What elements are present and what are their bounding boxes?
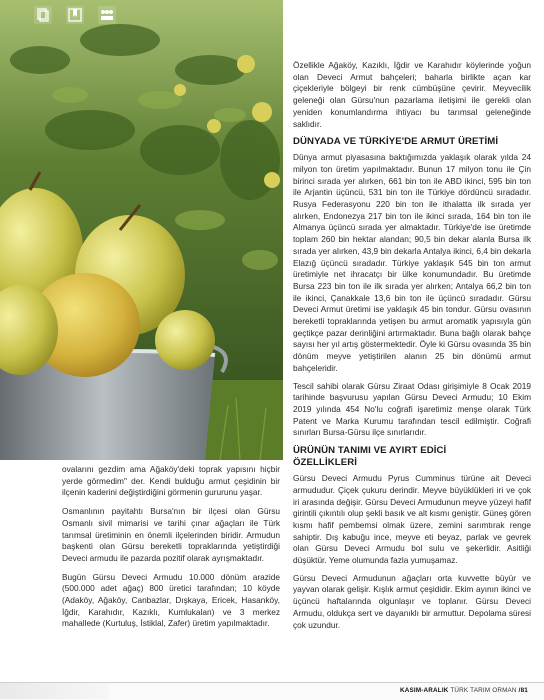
footer-page-number: /81	[518, 687, 528, 694]
production-paragraph-2: Tescil sahibi olarak Gürsu Ziraat Odası girişimiyle 8 Ocak 2019 tarihinde başvurusu yapılan Gürsu Deveci Armudu; 10 Ekim 2019 yılında 454 No'lu coğrafi işaretimiz menşe olarak Türk Patent ve Marka Kurumu tarafından tescil edilmiştir. Coğrafi sınırları Bursa-Gürsu ilçe sınırlarıdır.	[293, 380, 531, 438]
section-heading-definition	[293, 445, 531, 469]
bookmark-icon[interactable]	[66, 6, 84, 24]
intro-paragraph: Özellikle Ağaköy, Kazıklı, İğdir ve Karahıdır köylerinde yoğun olan Deveci Armut bahçeleri; baharla birlikte açan kar çiçekleriyle bölgeyi bir renk cümbüşüne çevirir. Meyvecilik geleneği olan Gürsu'nun pazarlama iletişimi ile gerekli olan yeniden konumlandırma ihtiyacı bu tarımsal geleneğinde saklıdır.	[293, 60, 531, 129]
section-heading-definition-line1: ÜRÜNÜN TANIMI VE AYIRT EDİCİ	[293, 445, 447, 457]
definition-paragraph-1: Gürsu Deveci Armudu Pyrus Cumminus türüne ait Deveci armududur. Çiçek çukuru derindir. Meyve büyüklükleri iri ve çok iri arasında değişir. Gürsu Deveci Armudunun meyve yüzeyi hafif girintili çıkıntılı olup şekli basık ve alt kısmı geniştir. Güneş gören kısmı hafif pembemsi olmak üzere, zemini sarımtırak renge sahiptir. Dış kabuğu ince, meyve eti beyaz, parlak ve gevrek olan Gürsu Deveci Armudu bol sulu ve şekerlidir. Asitliği düşüktür. Yeme olumunda fazla yumuşamaz.	[293, 473, 531, 566]
production-paragraph-1: Dünya armut piyasasına baktığımızda yaklaşık olarak yılda 24 milyon ton üretim yapılmaktadır. Bunun 17 milyon tonu ile Çin birinci sırada yer alırken, 661 bin ton ile ABD ikinci, 595 bin ton ile Arjantin üçüncü, 531 bin ton ile Türkiye dördüncü sıradadır. Rusya Federasyonu 220 bin ton ile ithalatta ilk sırada yer alırken, Endonezya 217 bin ton ile ikinci sırada, 164 bin ton ile Almanya üçüncü sırada yer almaktadır. Türkiye'de ise üretimde toplam 260 bin hektar alandan; 90,5 bin dekar alanla Bursa ilk sırada yer alırken, 43,9 bin dekarla Antalya ikinci, 6,4 bin dekarla Elazığ üçüncü sıradadır. Türkiye yaklaşık 545 bin ton armut üretimiyle net ihracatçı bir ülke konumundadır. Bu üretimde Bursa 223 bin ton ile ilk sırada yer alırken; Antalya 66,2 bin ton ile ikinci, Çanakkale 13,6 bin ton ile üçüncü sıradadır. Gürsu Deveci Armut üretimi ise yaklaşık 45 bin tondur. Gürsu ovasının bereketli topraklarında yetişen bu armut aromatik yapısıyla gün geçtikçe pazar derinliğini artırmaktadır. Buna bağlı olarak bahçe sayısı her yıl artış göstermektedir. Öyle ki Gürsu ovasında 35 bin dönüm meyve yetiştirilen alanın 25 bin dönümü armut bahçeleridir.	[293, 152, 531, 373]
reader-toolbar	[0, 0, 283, 30]
pear-photo	[0, 0, 283, 460]
footer-left-band	[0, 683, 110, 699]
footer-magazine: TÜRK TARIM ORMAN	[450, 687, 517, 694]
section-heading-production: DÜNYADA VE TÜRKİYE'DE ARMUT ÜRETİMİ	[293, 136, 499, 148]
left-paragraph-2: Osmanlının payitahtı Bursa'nın bir ilçesi olan Gürsu Osmanlı sivil mimarisi ve tarihi çınar ağaçları ile Türk tarımsal üretiminin en önemli ilçelerinden biridir. Armudun başkenti olan Gürsu bereketli topraklarında yetiştirdiği Deveci armudu ile pazarda pozitif olarak ayrışmaktadır.	[62, 506, 280, 563]
left-paragraph-3: Bugün Gürsu Deveci Armudu 10.000 dönüm arazide (500.000 adet ağaç) 800 üretici tarafından; 10 köyde (Adaköy, Ağaköy, Canbazlar, Dışkaya, Ericek, Hasanköy, İğdir, Karahıdır, Kazıklı, Kumlukalan) ve 3 merkez mahallede (Kurtuluş, İstiklal, Zafer) üretim yapılmaktadır.	[62, 571, 280, 629]
definition-paragraph-2: Gürsu Deveci Armudunun ağaçları orta kuvvette büyür ve yayvan olarak gelişir. Kışlık armut çeşididir. Ekim ayının ikinci ve üçüncü haftalarında olgunlaşır ve toplanır. Gürsu Deveci Armudu, oldukça sert ve dayanıklı bir armuttur. Depolama süresi çok uzundur.	[293, 572, 531, 630]
copy-icon[interactable]	[34, 6, 52, 24]
share-icon[interactable]	[98, 6, 116, 24]
page-footer	[0, 682, 544, 700]
section-heading-definition-line2: ÖZELLİKLERİ	[293, 457, 357, 469]
left-column	[62, 464, 280, 637]
left-paragraph-1: ovalarını gezdim ama Ağaköy'deki toprak yapısını hiçbir yerde görmedim" der. Kendi bulduğu armut çeşidinin bir ilçenin kaderini değiştirdiğini görmenin gururunu yaşar.	[62, 464, 280, 498]
pear-photo-illustration	[0, 0, 283, 460]
footer-text	[400, 687, 528, 694]
footer-issue: KASIM-ARALIK	[399, 687, 449, 694]
right-column	[293, 60, 531, 637]
